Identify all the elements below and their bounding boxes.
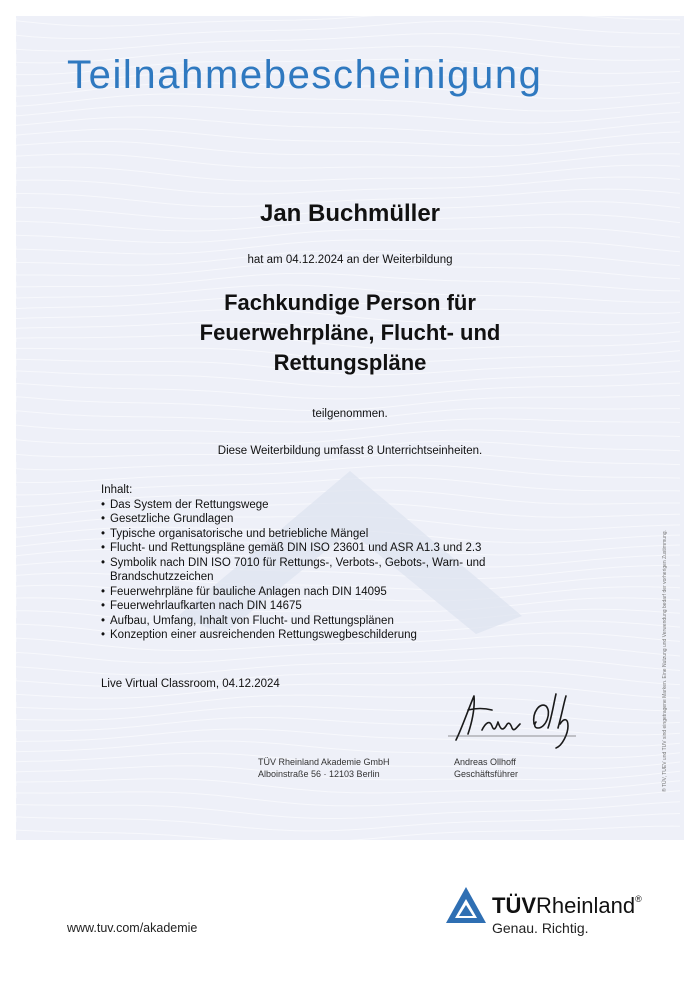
logo-wordmark [492,895,642,917]
background-wave-line [16,383,680,399]
background-wave-line [16,729,680,747]
list-item: • Symbolik nach DIN ISO 7010 für Rettungs-, Verbots-, Gebots-, Warn- und Brandschutzzeichen [101,556,521,585]
issuer-organization: TÜV Rheinland Akademie GmbH [258,757,390,767]
list-item: • Feuerwehrlaufkarten nach DIN 14675 [101,599,521,614]
course-title-line: Fachkundige Person für [224,290,476,315]
list-item: • Das System der Rettungswege [101,498,521,513]
website-link[interactable]: www.tuv.com/akademie [67,921,198,935]
participated-text: teilgenommen. [312,408,388,420]
background-wave-line [16,154,680,168]
units-text: Diese Weiterbildung umfasst 8 Unterrichtseinheiten. [217,445,483,457]
signature-image [448,688,578,754]
background-wave-line [16,21,680,38]
issuer-block [258,756,390,780]
background-wave-line [16,779,680,793]
participant-name: Jan Buchmüller [259,200,441,227]
intro-text: hat am 04.12.2024 an der Weiterbildung [247,254,453,266]
background-wave-line [16,826,680,840]
background-wave-line [16,430,680,444]
content-section [101,483,521,643]
list-item: • Flucht- und Rettungspläne gemäß DIN ISO 23601 und ASR A1.3 und 2.3 [101,541,521,556]
registered-mark: ® [635,894,642,904]
course-title-line: Feuerwehrpläne, Flucht- und [199,320,501,345]
tuv-rheinland-logo [444,885,654,940]
background-wave-line [16,141,680,156]
background-wave-line [16,419,680,433]
list-item: • Feuerwehrpläne für bauliche Anlagen nach DIN 14095 [101,585,521,600]
location-date: Live Virtual Classroom, 04.12.2024 [101,678,280,690]
course-title [0,288,700,378]
trademark-note: ® TÜV, TUEV und TUV sind eingetragene Marken. Eine Nutzung und Verwendung bedarf der vorherigen Zustimmung. [662,530,668,792]
background-wave-line [16,814,680,831]
signer-block [454,756,518,780]
background-wave-line [16,791,680,806]
signer-role: Geschäftsführer [454,769,519,779]
background-pattern [16,16,684,840]
issuer-address: Alboinstraße 56 · 12103 Berlin [258,769,380,779]
content-label: Inhalt: [101,484,133,496]
background-wave-line [16,16,680,26]
background-wave-line [16,105,680,123]
content-list [101,498,521,643]
list-item: • Aufbau, Umfang, Inhalt von Flucht- und Rettungsplänen [101,614,521,629]
logo-brand-bold: TÜV [492,893,536,918]
signer-name: Andreas Ollhoff [454,757,516,767]
background-wave-line [16,802,680,819]
background-wave-line [16,240,680,254]
list-item: • Konzeption einer ausreichenden Rettungswegbeschilderung [101,628,521,643]
certificate-panel [16,16,684,840]
background-wave-line [16,718,680,735]
course-title-line: Rettungspläne [273,350,427,375]
list-item: • Gesetzliche Grundlagen [101,512,521,527]
background-wave-line [16,117,680,134]
certificate-title: Teilnahmebescheinigung [67,53,543,97]
triangle-logo-icon [444,885,488,929]
list-item: • Typische organisatorische und betriebliche Mängel [101,527,521,542]
background-wave-line [16,129,680,146]
logo-slogan: Genau. Richtig. [492,920,589,936]
logo-brand-regular: Rheinland [536,893,636,918]
